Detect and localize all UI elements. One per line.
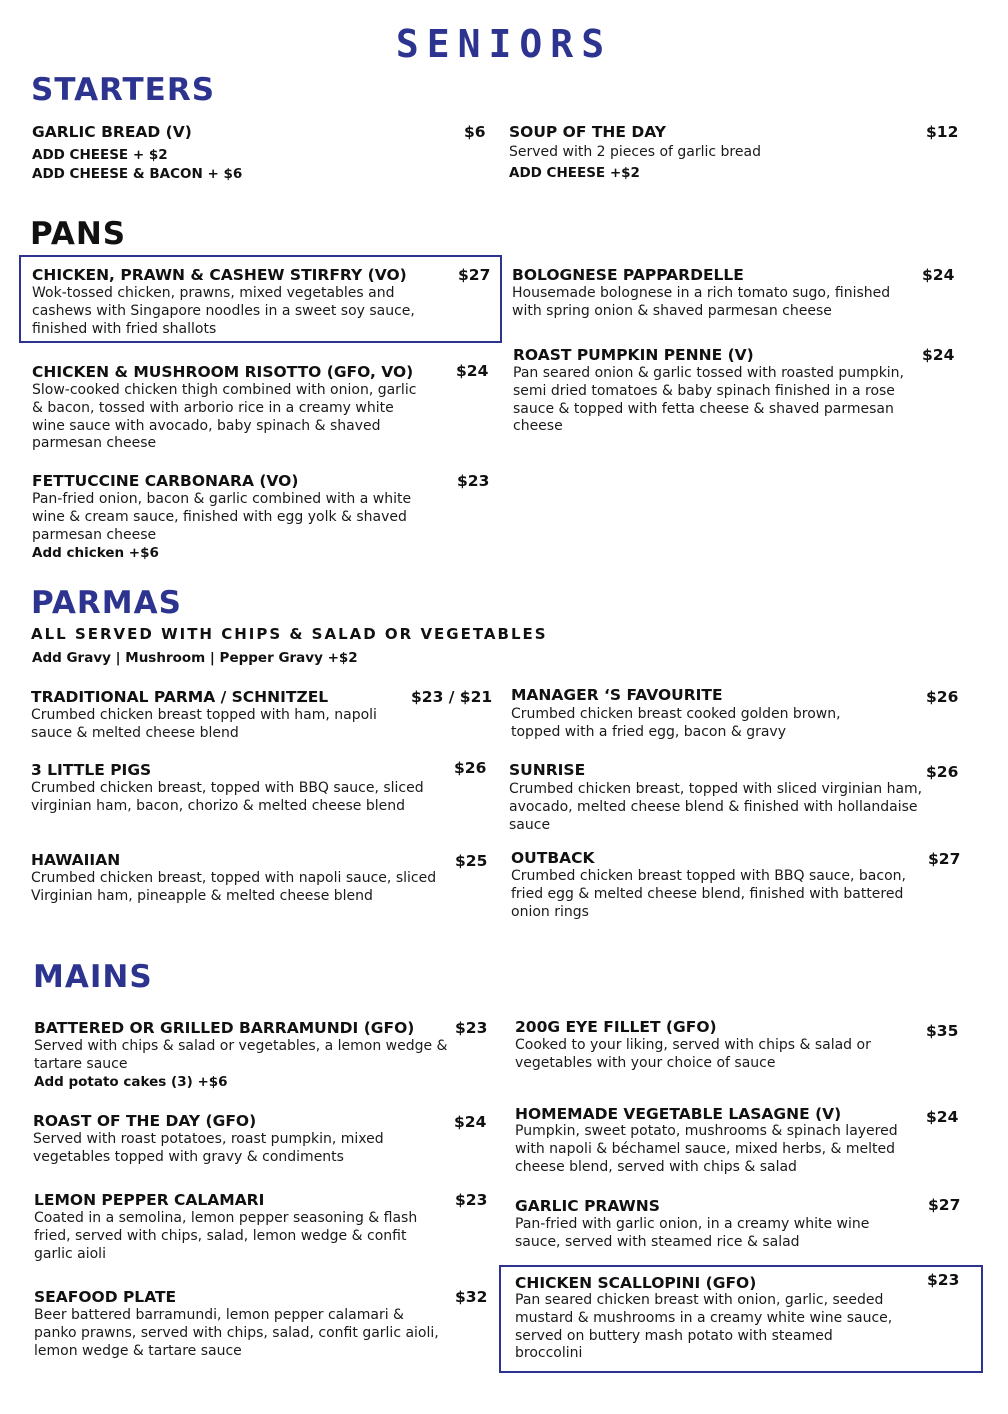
item-price-seafood-plate: $32	[455, 1288, 488, 1306]
page-title: SENIORS	[395, 22, 613, 66]
item-price-sunrise: $26	[926, 763, 959, 781]
item-price-outback: $27	[928, 850, 961, 868]
item-name-traditional-parma: TRADITIONAL PARMA / SCHNITZEL	[31, 688, 329, 706]
item-extra-garlic-bread-bacon: ADD CHEESE & BACON + $6	[32, 166, 243, 182]
item-name-soup: SOUP OF THE DAY	[509, 123, 666, 141]
item-extra-garlic-bread-cheese: ADD CHEESE + $2	[32, 147, 168, 163]
item-desc-penne: Pan seared onion & garlic tossed with roasted pumpkin, semi dried tomatoes & baby spinach finished in a rose sauce & topped with fetta cheese & shaved parmesan cheese	[513, 365, 905, 435]
parmas-addon: Add Gravy | Mushroom | Pepper Gravy +$2	[32, 650, 358, 666]
item-desc-managers-favourite: Crumbed chicken breast cooked golden brown, topped with a fried egg, bacon & gravy	[511, 706, 841, 740]
item-price-3-little-pigs: $26	[454, 759, 487, 777]
item-desc-3-little-pigs: Crumbed chicken breast, topped with BBQ sauce, sliced virginian ham, bacon, chorizo & melted cheese blend	[31, 780, 424, 814]
item-price-traditional-parma: $23 / $21	[411, 688, 493, 706]
item-name-seafood-plate: SEAFOOD PLATE	[34, 1288, 177, 1306]
item-price-roast: $24	[454, 1113, 487, 1131]
item-name-outback: OUTBACK	[511, 849, 595, 867]
item-name-3-little-pigs: 3 LITTLE PIGS	[31, 761, 152, 779]
item-name-managers-favourite: MANAGER ‘S FAVOURITE	[511, 686, 723, 704]
item-name-roast: ROAST OF THE DAY (GFO)	[33, 1112, 257, 1130]
item-name-lasagne: HOMEMADE VEGETABLE LASAGNE (V)	[515, 1105, 842, 1123]
item-desc-hawaiian: Crumbed chicken breast, topped with napoli sauce, sliced Virginian ham, pineapple & melted cheese blend	[31, 870, 437, 904]
item-name-bolognese: BOLOGNESE PAPPARDELLE	[512, 266, 744, 284]
item-desc-outback: Crumbed chicken breast topped with BBQ sauce, bacon, fried egg & melted cheese blend, finished with battered onion rings	[511, 868, 906, 920]
section-title-pans: PANS	[30, 216, 127, 252]
item-desc-eye-fillet: Cooked to your liking, served with chips & salad or vegetables with your choice of sauce	[515, 1037, 871, 1071]
item-price-hawaiian: $25	[455, 852, 488, 870]
item-price-risotto: $24	[456, 362, 489, 380]
item-desc-calamari: Coated in a semolina, lemon pepper seasoning & flash fried, served with chips, salad, lemon wedge & confit garlic aioli	[34, 1210, 418, 1262]
item-price-soup: $12	[926, 123, 959, 141]
item-extra-carbonara: Add chicken +$6	[32, 545, 159, 561]
item-desc-carbonara: Pan-fried onion, bacon & garlic combined with a white wine & cream sauce, finished with egg yolk & shaved parmesan cheese	[32, 491, 412, 543]
section-title-parmas: PARMAS	[31, 585, 182, 621]
item-name-calamari: LEMON PEPPER CALAMARI	[34, 1191, 265, 1209]
item-name-barramundi: BATTERED OR GRILLED BARRAMUNDI (GFO)	[34, 1019, 415, 1037]
item-price-managers-favourite: $26	[926, 688, 959, 706]
item-desc-risotto: Slow-cooked chicken thigh combined with onion, garlic & bacon, tossed with arborio rice in a creamy white wine sauce with avocado, baby spinach & shaved parmesan cheese	[32, 382, 417, 452]
item-price-eye-fillet: $35	[926, 1022, 959, 1040]
item-price-bolognese: $24	[922, 266, 955, 284]
section-title-starters: STARTERS	[31, 72, 216, 108]
item-name-stirfry: CHICKEN, PRAWN & CASHEW STIRFRY (VO)	[32, 266, 407, 284]
item-name-eye-fillet: 200G EYE FILLET (GFO)	[515, 1018, 717, 1036]
item-name-sunrise: SUNRISE	[509, 761, 586, 779]
item-price-scallopini: $23	[927, 1271, 960, 1289]
item-name-penne: ROAST PUMPKIN PENNE (V)	[513, 346, 754, 364]
item-name-garlic-prawns: GARLIC PRAWNS	[515, 1197, 660, 1215]
item-desc-seafood-plate: Beer battered barramundi, lemon pepper calamari & panko prawns, served with chips, salad, confit garlic aioli, lemon wedge & tartare sauce	[34, 1307, 439, 1359]
item-price-lasagne: $24	[926, 1108, 959, 1126]
item-desc-stirfry: Wok-tossed chicken, prawns, mixed vegetables and cashews with Singapore noodles in a sweet soy sauce, finished with fried shallots	[32, 285, 415, 337]
item-name-hawaiian: HAWAIIAN	[31, 851, 121, 869]
item-desc-scallopini: Pan seared chicken breast with onion, garlic, seeded mustard & mushrooms in a creamy white wine sauce, served on buttery mash potato with steamed broccolini	[515, 1292, 893, 1362]
item-desc-sunrise: Crumbed chicken breast, topped with sliced virginian ham, avocado, melted cheese blend & finished with hollandaise sauce	[509, 781, 923, 833]
item-desc-soup: Served with 2 pieces of garlic bread	[509, 144, 761, 160]
item-name-garlic-bread: GARLIC BREAD (V)	[32, 123, 192, 141]
item-extra-soup: ADD CHEESE +$2	[509, 165, 640, 181]
item-price-garlic-bread: $6	[464, 123, 486, 141]
item-extra-barramundi: Add potato cakes (3) +$6	[34, 1074, 228, 1090]
item-price-penne: $24	[922, 346, 955, 364]
section-title-mains: MAINS	[33, 959, 153, 995]
item-name-carbonara: FETTUCCINE CARBONARA (VO)	[32, 472, 299, 490]
item-desc-bolognese: Housemade bolognese in a rich tomato sugo, finished with spring onion & shaved parmesan cheese	[512, 285, 891, 319]
item-price-calamari: $23	[455, 1191, 488, 1209]
item-desc-garlic-prawns: Pan-fried with garlic onion, in a creamy white wine sauce, served with steamed rice & salad	[515, 1216, 870, 1250]
item-desc-barramundi: Served with chips & salad or vegetables, a lemon wedge & tartare sauce	[34, 1038, 448, 1072]
item-price-stirfry: $27	[458, 266, 491, 284]
item-name-scallopini: CHICKEN SCALLOPINI (GFO)	[515, 1274, 757, 1292]
item-desc-lasagne: Pumpkin, sweet potato, mushrooms & spinach layered with napoli & béchamel sauce, mixed herbs, & melted cheese blend, served with chips & salad	[515, 1123, 898, 1175]
item-desc-traditional-parma: Crumbed chicken breast topped with ham, napoli sauce & melted cheese blend	[31, 707, 377, 741]
parmas-subtitle: ALL SERVED WITH CHIPS & SALAD OR VEGETABLES	[31, 625, 548, 643]
item-desc-roast: Served with roast potatoes, roast pumpkin, mixed vegetables topped with gravy & condiments	[33, 1131, 384, 1165]
item-name-risotto: CHICKEN & MUSHROOM RISOTTO (GFO, VO)	[32, 363, 414, 381]
item-price-barramundi: $23	[455, 1019, 488, 1037]
item-price-garlic-prawns: $27	[928, 1196, 961, 1214]
item-price-carbonara: $23	[457, 472, 490, 490]
